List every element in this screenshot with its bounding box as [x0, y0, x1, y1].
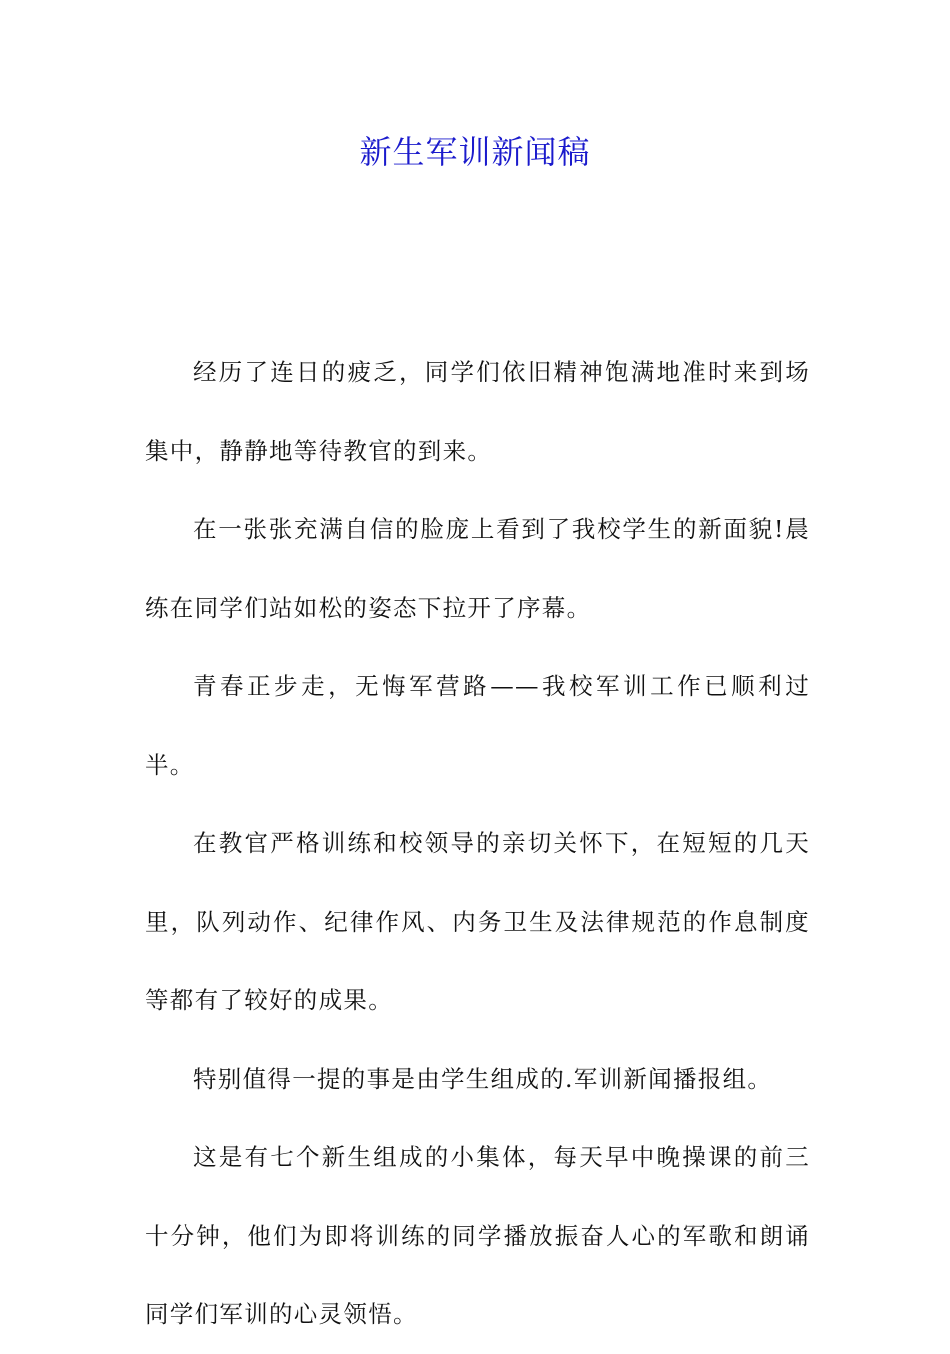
document-body — [145, 333, 810, 1354]
document-title: 新生军训新闻稿 — [359, 133, 591, 171]
paragraph-6: 这是有七个新生组成的小集体，每天早中晚操课的前三十分钟，他们为即将训练的同学播放振奋人心的军歌和朗诵同学们军训的心灵领悟。 — [145, 1143, 810, 1328]
paragraph-1: 经历了连日的疲乏，同学们依旧精神饱满地准时来到场集中，静静地等待教官的到来。 — [145, 358, 810, 465]
paragraph-3: 青春正步走，无悔军营路——我校军训工作已顺利过半。 — [145, 672, 810, 779]
paragraph-5: 特别值得一提的事是由学生组成的.军训新闻播报组。 — [193, 1064, 773, 1093]
paragraph-4: 在教官严格训练和校领导的亲切关怀下，在短短的几天里，队列动作、纪律作风、内务卫生及法律规范的作息制度等都有了较好的成果。 — [145, 829, 810, 1014]
paragraph-2: 在一张张充满自信的脸庞上看到了我校学生的新面貌!晨练在同学们站如松的姿态下拉开了序幕。 — [145, 515, 810, 622]
